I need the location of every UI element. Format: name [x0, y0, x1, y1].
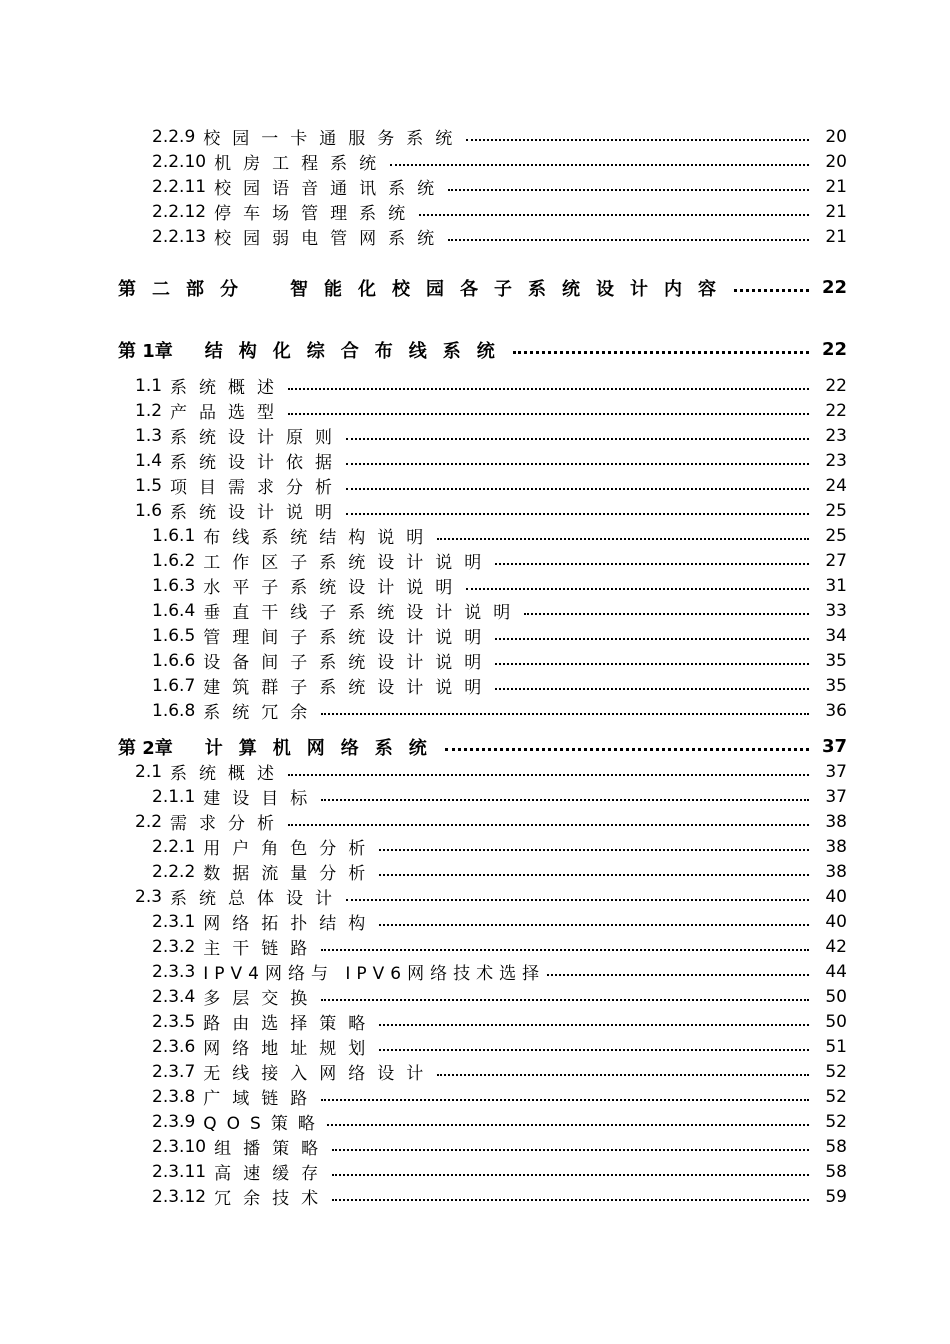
- toc-page-number: 38: [825, 836, 847, 857]
- toc-page-number: 22: [821, 277, 847, 298]
- toc-title: 校园弱电管网系统: [214, 229, 447, 249]
- toc-number: 2.2.10: [152, 151, 207, 172]
- toc-page-number: 59: [825, 1186, 847, 1207]
- toc-leader: [346, 503, 809, 515]
- toc-entry[interactable]: [152, 909, 847, 934]
- toc-number: 2.3.11: [152, 1161, 207, 1182]
- toc-leader: [346, 478, 809, 490]
- toc-number: 1.6.1: [152, 525, 196, 546]
- toc-title: 建筑群子系统设计说明: [203, 678, 494, 698]
- toc-entry[interactable]: [135, 423, 847, 448]
- toc-number: 2.2.12: [152, 201, 207, 222]
- toc-title: 校园语音通讯系统: [214, 179, 447, 199]
- toc-page-number: 37: [825, 761, 847, 782]
- toc-page-number: 27: [825, 550, 847, 571]
- toc-leader: [466, 129, 809, 141]
- toc-leader: [437, 528, 809, 540]
- toc-entry[interactable]: [152, 149, 847, 174]
- toc-leader: [513, 341, 809, 354]
- toc-leader: [495, 628, 809, 640]
- toc-leader: [379, 1014, 809, 1026]
- toc-leader: [321, 939, 809, 951]
- toc-number: 1.1: [135, 375, 163, 396]
- toc-title: 布线系统结构说明: [203, 528, 436, 548]
- toc-title: 设备间子系统设计说明: [203, 653, 494, 673]
- toc-entry[interactable]: [152, 959, 847, 984]
- toc-number: 第二部分: [118, 278, 254, 300]
- toc-page-number: 34: [825, 625, 847, 646]
- toc-entry[interactable]: [135, 398, 847, 423]
- toc-title: 工作区子系统设计说明: [203, 553, 494, 573]
- toc-leader: [734, 279, 809, 292]
- toc-leader: [288, 403, 809, 415]
- toc-leader: [288, 378, 809, 390]
- toc-leader: [346, 889, 809, 901]
- toc-entry[interactable]: [152, 548, 847, 573]
- toc-page-number: 21: [825, 226, 847, 247]
- toc-entry[interactable]: [135, 759, 847, 784]
- toc-entry[interactable]: [152, 224, 847, 249]
- toc-leader: [379, 839, 809, 851]
- toc-title: 系统总体设计: [170, 889, 345, 909]
- toc-entry[interactable]: [152, 1034, 847, 1059]
- toc-entry[interactable]: [152, 523, 847, 548]
- toc-entry[interactable]: [152, 598, 847, 623]
- toc-page-number: 52: [825, 1086, 847, 1107]
- toc-leader: [445, 738, 809, 751]
- toc-entry[interactable]: [152, 1134, 847, 1159]
- toc-page-number: 24: [825, 475, 847, 496]
- toc-leader: [419, 204, 809, 216]
- toc-entry[interactable]: [152, 1159, 847, 1184]
- toc-page-number: 42: [825, 936, 847, 957]
- toc-number: 2.2.9: [152, 126, 196, 147]
- toc-page-number: 37: [821, 736, 847, 757]
- toc-page-number: 44: [825, 961, 847, 982]
- toc-title: 用户角色分析: [203, 839, 378, 859]
- toc-number: 2.3.3: [152, 961, 196, 982]
- toc-leader: [321, 1089, 809, 1101]
- toc-title: 垂直干线子系统设计说明: [203, 603, 523, 623]
- toc-title: 高速缓存: [214, 1164, 331, 1184]
- toc-number: 2.3.4: [152, 986, 196, 1007]
- toc-title: 网络拓扑结构: [203, 914, 378, 934]
- toc-entry[interactable]: [152, 859, 847, 884]
- toc-entry[interactable]: [135, 473, 847, 498]
- toc-page-number: 25: [825, 500, 847, 521]
- toc-entry[interactable]: [152, 1084, 847, 1109]
- toc-number: 第 1章: [118, 340, 173, 362]
- toc-leader: [321, 989, 809, 1001]
- toc-number: 2.1: [135, 761, 163, 782]
- toc-page-number: 38: [825, 861, 847, 882]
- toc-number: 2.2.13: [152, 226, 207, 247]
- toc-page-number: 50: [825, 986, 847, 1007]
- toc-number: 2.3.9: [152, 1111, 196, 1132]
- toc-number: 1.6.7: [152, 675, 196, 696]
- toc-number: 1.2: [135, 400, 163, 421]
- toc-leader: [332, 1189, 809, 1201]
- toc-number: 2.3.1: [152, 911, 196, 932]
- toc-number: 2.2: [135, 811, 163, 832]
- toc-number: 1.6.3: [152, 575, 196, 596]
- toc-title: 系统概述: [170, 764, 287, 784]
- toc-page-number: 21: [825, 201, 847, 222]
- toc-number: 2.3.8: [152, 1086, 196, 1107]
- toc-title: 多层交换: [203, 989, 320, 1009]
- toc-page-number: 37: [825, 786, 847, 807]
- toc-number: 1.6.6: [152, 650, 196, 671]
- toc-number: 2.3.12: [152, 1186, 207, 1207]
- toc-title: 校园一卡通服务系统: [203, 129, 465, 149]
- toc-leader: [321, 789, 809, 801]
- toc-leader: [346, 453, 809, 465]
- toc-leader: [448, 229, 809, 241]
- toc-title: 广域链路: [203, 1089, 320, 1109]
- toc-page-number: 23: [825, 450, 847, 471]
- toc-chapter-entry[interactable]: [118, 337, 847, 362]
- toc-leader: [379, 1039, 809, 1051]
- toc-title: 管理间子系统设计说明: [203, 628, 494, 648]
- toc-entry[interactable]: [152, 124, 847, 149]
- toc-page-number: 58: [825, 1161, 847, 1182]
- toc-title: 路由选择策略: [203, 1014, 378, 1034]
- toc-title: 停车场管理系统: [214, 204, 418, 224]
- toc-leader: [466, 578, 809, 590]
- toc-number: 1.5: [135, 475, 163, 496]
- toc-part-entry[interactable]: [118, 275, 847, 300]
- toc-page-number: 36: [825, 700, 847, 721]
- toc-title: 数据流量分析: [203, 864, 378, 884]
- toc-number: 1.6.8: [152, 700, 196, 721]
- toc-entry[interactable]: [152, 174, 847, 199]
- toc-page-number: 23: [825, 425, 847, 446]
- toc-entry[interactable]: [135, 809, 847, 834]
- toc-number: 1.4: [135, 450, 163, 471]
- toc-entry[interactable]: [135, 884, 847, 909]
- toc-page-number: 35: [825, 675, 847, 696]
- toc-number: 2.2.11: [152, 176, 207, 197]
- toc-chapter-entry[interactable]: [118, 734, 847, 759]
- toc-entry[interactable]: [152, 199, 847, 224]
- toc-leader: [321, 703, 809, 715]
- toc-number: 2.3.10: [152, 1136, 207, 1157]
- toc-entry[interactable]: [152, 648, 847, 673]
- toc-entry[interactable]: [135, 448, 847, 473]
- toc-page-number: 52: [825, 1061, 847, 1082]
- toc-number: 2.1.1: [152, 786, 196, 807]
- toc-leader: [327, 1114, 809, 1126]
- toc-title: IPV4网络与 IPV6网络技术选择: [203, 964, 546, 984]
- toc-entry[interactable]: [152, 1184, 847, 1209]
- toc-number: 2.2.2: [152, 861, 196, 882]
- toc-number: 1.6.5: [152, 625, 196, 646]
- toc-title: QOS策略: [203, 1114, 325, 1134]
- toc-title: 组播策略: [214, 1139, 331, 1159]
- toc-leader: [390, 154, 809, 166]
- toc-leader: [332, 1164, 809, 1176]
- toc-entry[interactable]: [135, 373, 847, 398]
- toc-title: 机房工程系统: [214, 154, 389, 174]
- toc-entry[interactable]: [152, 573, 847, 598]
- toc-page-number: 25: [825, 525, 847, 546]
- toc-page-number: 38: [825, 811, 847, 832]
- toc-entry[interactable]: [135, 498, 847, 523]
- toc-page-number: 22: [821, 339, 847, 360]
- toc-title: 系统设计原则: [170, 428, 345, 448]
- toc-page-number: 40: [825, 886, 847, 907]
- toc-title: 水平子系统设计说明: [203, 578, 465, 598]
- toc-title: 产品选型: [170, 403, 287, 423]
- toc-number: 2.3.2: [152, 936, 196, 957]
- toc-entry[interactable]: [152, 1009, 847, 1034]
- toc-number: 1.6.4: [152, 600, 196, 621]
- toc-title: 系统概述: [170, 378, 287, 398]
- toc-number: 1.6: [135, 500, 163, 521]
- toc-leader: [346, 428, 809, 440]
- toc-title: 冗余技术: [214, 1189, 331, 1209]
- toc-entry[interactable]: [152, 1059, 847, 1084]
- toc-number: 2.3.5: [152, 1011, 196, 1032]
- toc-number: 2.3: [135, 886, 163, 907]
- toc-number: 第 2章: [118, 737, 173, 759]
- toc-leader: [495, 653, 809, 665]
- toc-leader: [547, 964, 809, 976]
- toc-page-number: 35: [825, 650, 847, 671]
- toc-leader: [524, 603, 809, 615]
- toc-title: 主干链路: [203, 939, 320, 959]
- toc-title: 计算机网络系统: [204, 737, 443, 759]
- toc-page-number: 21: [825, 176, 847, 197]
- toc-number: 2.2.1: [152, 836, 196, 857]
- toc-page-number: 51: [825, 1036, 847, 1057]
- toc-page-number: 40: [825, 911, 847, 932]
- toc-entry[interactable]: [152, 623, 847, 648]
- toc-title: 结构化综合布线系统: [204, 340, 511, 362]
- toc-title: 需求分析: [170, 814, 287, 834]
- toc-leader: [332, 1139, 809, 1151]
- toc-title: 无线接入网络设计: [203, 1064, 436, 1084]
- toc-leader: [379, 914, 809, 926]
- toc-page-number: 52: [825, 1111, 847, 1132]
- toc-number: 2.3.6: [152, 1036, 196, 1057]
- toc-leader: [495, 678, 809, 690]
- toc-title: 系统设计说明: [170, 503, 345, 523]
- toc-page-number: 22: [825, 400, 847, 421]
- toc-entry[interactable]: [152, 834, 847, 859]
- toc-number: 2.3.7: [152, 1061, 196, 1082]
- toc-page-number: 22: [825, 375, 847, 396]
- toc-page-number: 33: [825, 600, 847, 621]
- toc-entry[interactable]: [152, 673, 847, 698]
- toc-leader: [288, 764, 809, 776]
- toc-entry[interactable]: [152, 934, 847, 959]
- toc-title: 建设目标: [203, 789, 320, 809]
- toc-leader: [448, 179, 809, 191]
- toc-entry[interactable]: [152, 698, 847, 723]
- toc-page-number: 58: [825, 1136, 847, 1157]
- toc-title: 智能化校园各子系统设计内容: [290, 278, 732, 300]
- toc-number: 1.3: [135, 425, 163, 446]
- toc-entry[interactable]: [152, 1109, 847, 1134]
- toc-title: 项目需求分析: [170, 478, 345, 498]
- toc-number: 1.6.2: [152, 550, 196, 571]
- toc-title: 系统冗余: [203, 703, 320, 723]
- toc-page-number: 20: [825, 126, 847, 147]
- toc-leader: [288, 814, 809, 826]
- toc-leader: [495, 553, 809, 565]
- toc-leader: [437, 1064, 809, 1076]
- toc-page-number: 31: [825, 575, 847, 596]
- toc-leader: [379, 864, 809, 876]
- toc-page-number: 50: [825, 1011, 847, 1032]
- toc-entry[interactable]: [152, 984, 847, 1009]
- toc-page-number: 20: [825, 151, 847, 172]
- toc-title: 系统设计依据: [170, 453, 345, 473]
- toc-entry[interactable]: [152, 784, 847, 809]
- toc-title: 网络地址规划: [203, 1039, 378, 1059]
